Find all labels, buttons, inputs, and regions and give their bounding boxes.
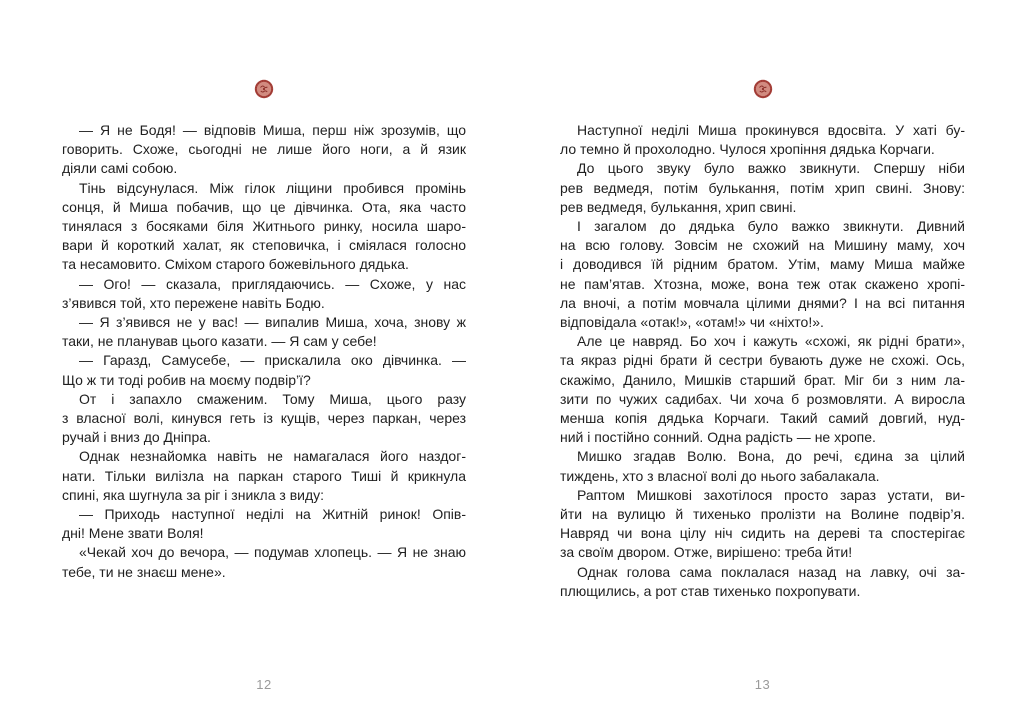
text-line: Наступної неділі Миша прокинувся вдосвіта. У хаті бу- — [577, 122, 965, 138]
text-line: за своїм двором. Отже, вирішено: треба йти! — [560, 544, 853, 561]
text-line: ла вночі, а потім мовчала цілими днями? І на всі питання — [560, 294, 965, 311]
text-line: — Я не Бодя! — відповів Миша, перш ніж зрозумів, що — [79, 122, 466, 138]
text-line: — Ого! — сказала, приглядаючись. — Схоже, у нас — [79, 275, 466, 292]
text-line: сонця, й Миша побачив, що це дівчинка. Ота, яка часто — [62, 198, 466, 215]
text-line: рев ведмедя, булькання, хрип свині. — [560, 198, 797, 215]
text-line: — Гаразд, Самусебе, — прискалила око дівчинка. — — [79, 352, 466, 369]
text-line: Тінь відсунулася. Між гілок ліщини пробився промінь — [79, 179, 466, 196]
text-line: «Чекай хоч до вечора, — подумав хлопець. — Я не знаю — [79, 544, 466, 561]
text-line: Мишко згадав Волю. Вона, до речі, єдина за цілий — [577, 448, 965, 465]
page-right — [560, 0, 965, 723]
text-line: діяли самі собою. — [62, 160, 178, 177]
text-line: не пам’ятав. Хтозна, може, вона теж отак скажено хропі- — [560, 275, 965, 292]
text-line: таки, не планував цього казати. — Я сам у себе! — [62, 333, 377, 350]
text-line: на всю голову. Зовсім не схожий на Мишину маму, хоч — [560, 237, 965, 254]
page-number: 12 — [256, 677, 272, 692]
text-line: говорить. Схоже, сьогодні не лише його ноги, а й язик — [62, 141, 466, 158]
page-text — [62, 121, 466, 582]
text-line: менша копія дядька Корчаги. Такий самий довгий, нуд- — [560, 410, 965, 427]
text-line: — Приходь наступної неділі на Житній ринок! Опів- — [79, 506, 466, 523]
book-emblem-icon — [753, 79, 773, 99]
book-emblem-icon — [254, 79, 274, 99]
text-line: та несамовито. Сміхом старого божевільного дядька. — [62, 256, 409, 273]
text-line: нати. Тільки вилізла на паркан старого Тиші й крикнула — [62, 467, 466, 484]
page-left — [62, 0, 466, 723]
text-line: Однак незнайомка навіть не намагалася його наздог- — [79, 448, 466, 465]
text-line: рев ведмедя, потім булькання, потім хрип свині. Знову: — [560, 179, 965, 196]
text-line: тебе, ти не знаєш мене». — [62, 563, 226, 580]
text-line: спині, яка шугнула за ріг і зникла з виду: — [62, 486, 325, 503]
text-line: тинялася з босяками біля Житнього ринку, носила шаро- — [62, 218, 466, 235]
text-line: Що ж ти тоді робив на моєму подвір’ї? — [62, 371, 311, 388]
text-line: — Я з’явився не у вас! — випалив Миша, хоча, знову ж — [79, 314, 466, 331]
text-line: ручай і вниз до Дніпра. — [62, 429, 211, 446]
text-line: зити по чужих садибах. Чи хоча б розмовляти. А виросла — [560, 390, 965, 407]
text-line: Раптом Мишкові захотілося просто зараз устати, ви- — [577, 486, 965, 503]
text-line: дні! Мене звати Воля! — [62, 525, 204, 542]
text-line: відповідала «отак!», «отам!» чи «ніхто!». — [560, 314, 824, 331]
text-line: і доводився їй рідним братом. Утім, маму Миша майже — [560, 256, 965, 273]
text-line: плющились, а рот став тихенько похропувати. — [560, 582, 861, 599]
text-line: Навряд чи вона цілу ніч сидить на дереві та спостерігає — [560, 525, 965, 542]
text-line: вари й короткий халат, як степовичка, і сміялася голосно — [62, 237, 466, 254]
text-line: ний і постійно сонний. Одна радість — не хропе. — [560, 429, 876, 446]
text-line: І загалом до дядька було важко звикнути. Дивний — [577, 218, 965, 235]
text-line: та якраз рідні брати й сестри бувають дуже не схожі. Ось, — [560, 352, 965, 369]
text-line: з власної волі, кинувся геть із кущів, через паркан, через — [62, 410, 466, 427]
page-text — [560, 121, 965, 601]
text-line: Але це навряд. Бо хоч і кажуть «схожі, як рідні брати», — [577, 333, 965, 350]
text-line: з’явився той, хто пережене навіть Бодю. — [62, 294, 325, 311]
text-line: ло темно й прохолодно. Чулося хропіння дядька Корчаги. — [560, 141, 935, 158]
text-line: От і запахло смаженим. Тому Миша, цього разу — [79, 390, 466, 407]
page-number: 13 — [754, 677, 771, 692]
text-line: До цього звуку було важко звикнути. Спершу ніби — [577, 160, 965, 177]
text-line: скажімо, Данило, Мишків старший брат. Міг би з ним ла- — [560, 371, 965, 388]
text-line: тиждень, хто з власної волі до нього забалакала. — [560, 467, 880, 484]
text-line: йти на вулицю й тихенько пролізти на Волине подвір’я. — [560, 506, 965, 523]
text-line: Однак голова сама поклалася назад на лавку, очі за- — [577, 563, 965, 580]
